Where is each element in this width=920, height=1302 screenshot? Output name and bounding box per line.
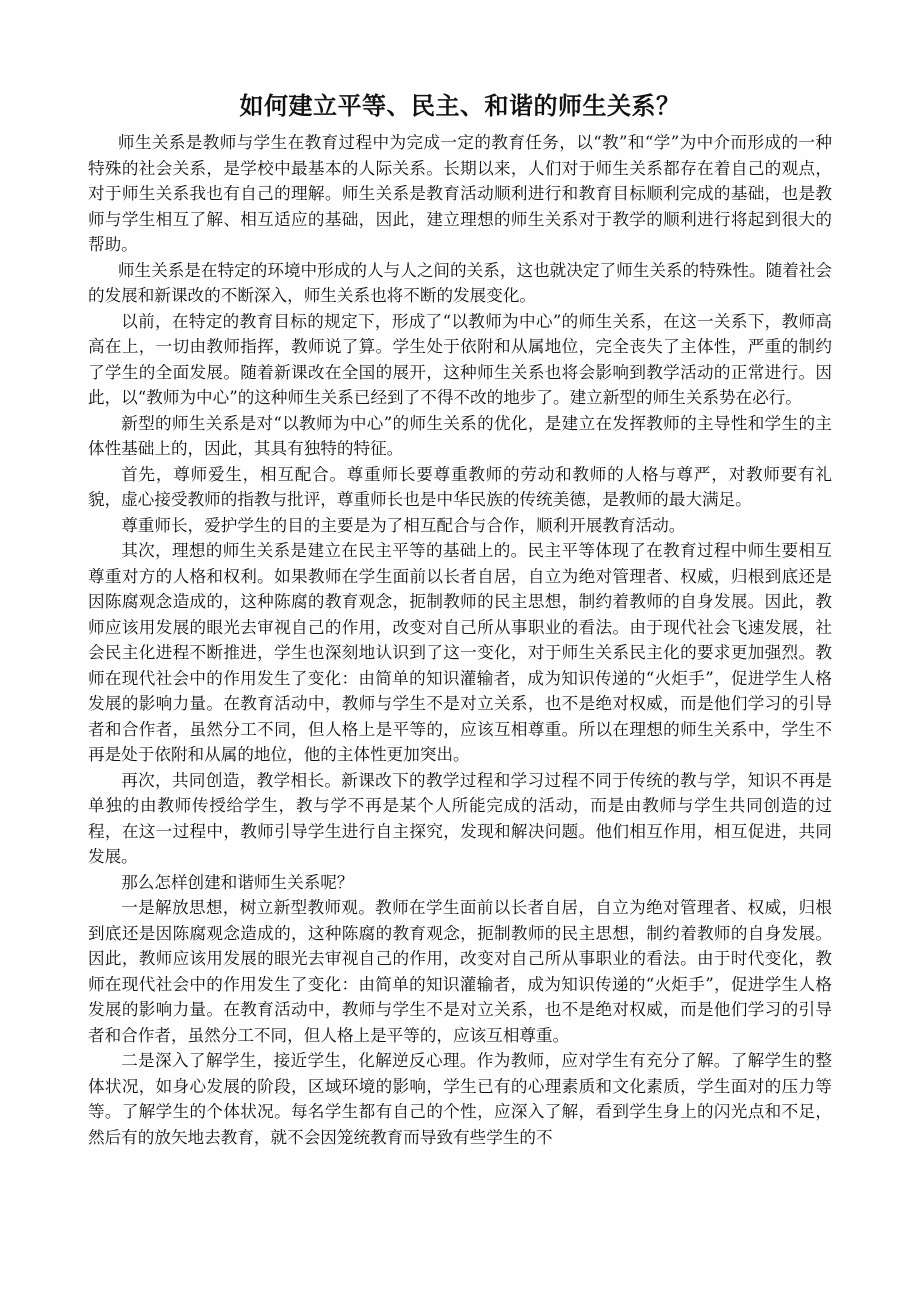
paragraph-respect-purpose: 尊重师长，爱护学生的目的主要是为了相互配合与合作，顺利开展教育活动。 (121, 515, 686, 535)
paragraph-second-democracy: 其次，理想的师生关系是建立在民主平等的基础上的。民主平等体现了在教育过程中师生要相互尊重对方的人格和权利。如果教师在学生面前以长者自居，自立为绝对管理者、权威，归根到底还是因陈腐观念造成的，这种陈腐的教育观念，扼制教师的民主思想，制约着教师的自身发展。因此，教师应该用发展的眼光去审视自己的作用，改变对自己所从事职业的看法。由于现代社会飞速发展，社会民主化进程不断推进，学生也深刻地认识到了这一变化，对于师生关系民主化的要求更加强烈。教师在现代社会中的作用发生了变化：由简单的知识灌输者，成为知识传递的“火炬手”，促进学生人格发展的影响力量。在教育活动中，教师与学生不是对立关系，也不是绝对权威，而是他们学习的引导者和合作者，虽然分工不同，但人格上是平等的，应该互相尊重。所以在理想的师生关系中，学生不再是处于依附和从属的地位，他的主体性更加突出。 (88, 541, 832, 764)
document-title: 如何建立平等、民主、和谐的师生关系？ (239, 92, 681, 120)
paragraph-method-one: 一是解放思想，树立新型教师观。教师在学生面前以长者自居，自立为绝对管理者、权威，归根到底还是因陈腐观念造成的，这种陈腐的教育观念，扼制教师的民主思想，制约着教师的自身发展。因此，教师应该用发展的眼光去审视自己的作用，改变对自己所从事职业的看法。由于时代变化，教师在现代社会中的作用发生了变化：由简单的知识灌输者，成为知识传递的“火炬手”，促进学生人格发展的影响力量。在教育活动中，教师与学生不是对立关系，也不是绝对权威，而是他们学习的引导者和合作者，虽然分工不同，但人格上是平等的，应该互相尊重。 (88, 898, 832, 1045)
paragraph-first-respect: 首先，尊师爱生，相互配合。尊重师长要尊重教师的劳动和教师的人格与尊严，对教师要有礼貌，虚心接受教师的指教与批评，尊重师长也是中华民族的传统美德，是教师的最大满足。 (88, 464, 832, 509)
paragraph-special-environment: 师生关系是在特定的环境中形成的人与人之间的关系，这也就决定了师生关系的特殊性。随着社会的发展和新课改的不断深入，师生关系也将不断的发展变化。 (88, 260, 832, 305)
paragraph-third-co-creation: 再次，共同创造，教学相长。新课改下的教学过程和学习过程不同于传统的教与学，知识不再是单独的由教师传授给学生，教与学不再是某个人所能完成的活动，而是由教师与学生共同创造的过程，在这一过程中，教师引导学生进行自主探究，发现和解决问题。他们相互作用，相互促进，共同发展。 (88, 770, 832, 866)
document-page (88, 88, 832, 1150)
paragraph-new-relationship: 新型的师生关系是对“以教师为中心”的师生关系的优化，是建立在发挥教师的主导性和学生的主体性基础上的，因此，其具有独特的特征。 (88, 413, 832, 458)
paragraph-teacher-centered: 以前，在特定的教育目标的规定下，形成了“以教师为中心”的师生关系，在这一关系下，教师高高在上，一切由教师指挥，教师说了算。学生处于依附和从属地位，完全丧失了主体性，严重的制约了学生的全面发展。随着新课改在全国的展开，这种师生关系也将会影响到教学活动的正常进行。因此，以“教师为中心”的这种师生关系已经到了不得不改的地步了。建立新型的师生关系势在必行。 (88, 311, 832, 407)
paragraph-intro: 师生关系是教师与学生在教育过程中为完成一定的教育任务，以“教”和“学”为中介而形成的一种特殊的社会关系，是学校中最基本的人际关系。长期以来，人们对于师生关系都存在着自己的观点，对于师生关系我也有自己的理解。师生关系是教育活动顺利进行和教育目标顺利完成的基础，也是教师与学生相互了解、相互适应的基础，因此，建立理想的师生关系对于教学的顺利进行将起到很大的帮助。 (88, 133, 832, 254)
paragraph-how-to-build: 那么怎样创建和谐师生关系呢？ (121, 872, 354, 892)
paragraph-method-two: 二是深入了解学生，接近学生，化解逆反心理。作为教师，应对学生有充分了解。了解学生的整体状况，如身心发展的阶段，区域环境的影响，学生已有的心理素质和文化素质，学生面对的压力等等。了解学生的个体状况。每名学生都有自己的个性，应深入了解，看到学生身上的闪光点和不足，然后有的放矢地去教育，就不会因笼统教育而导致有些学生的不 (88, 1051, 832, 1147)
